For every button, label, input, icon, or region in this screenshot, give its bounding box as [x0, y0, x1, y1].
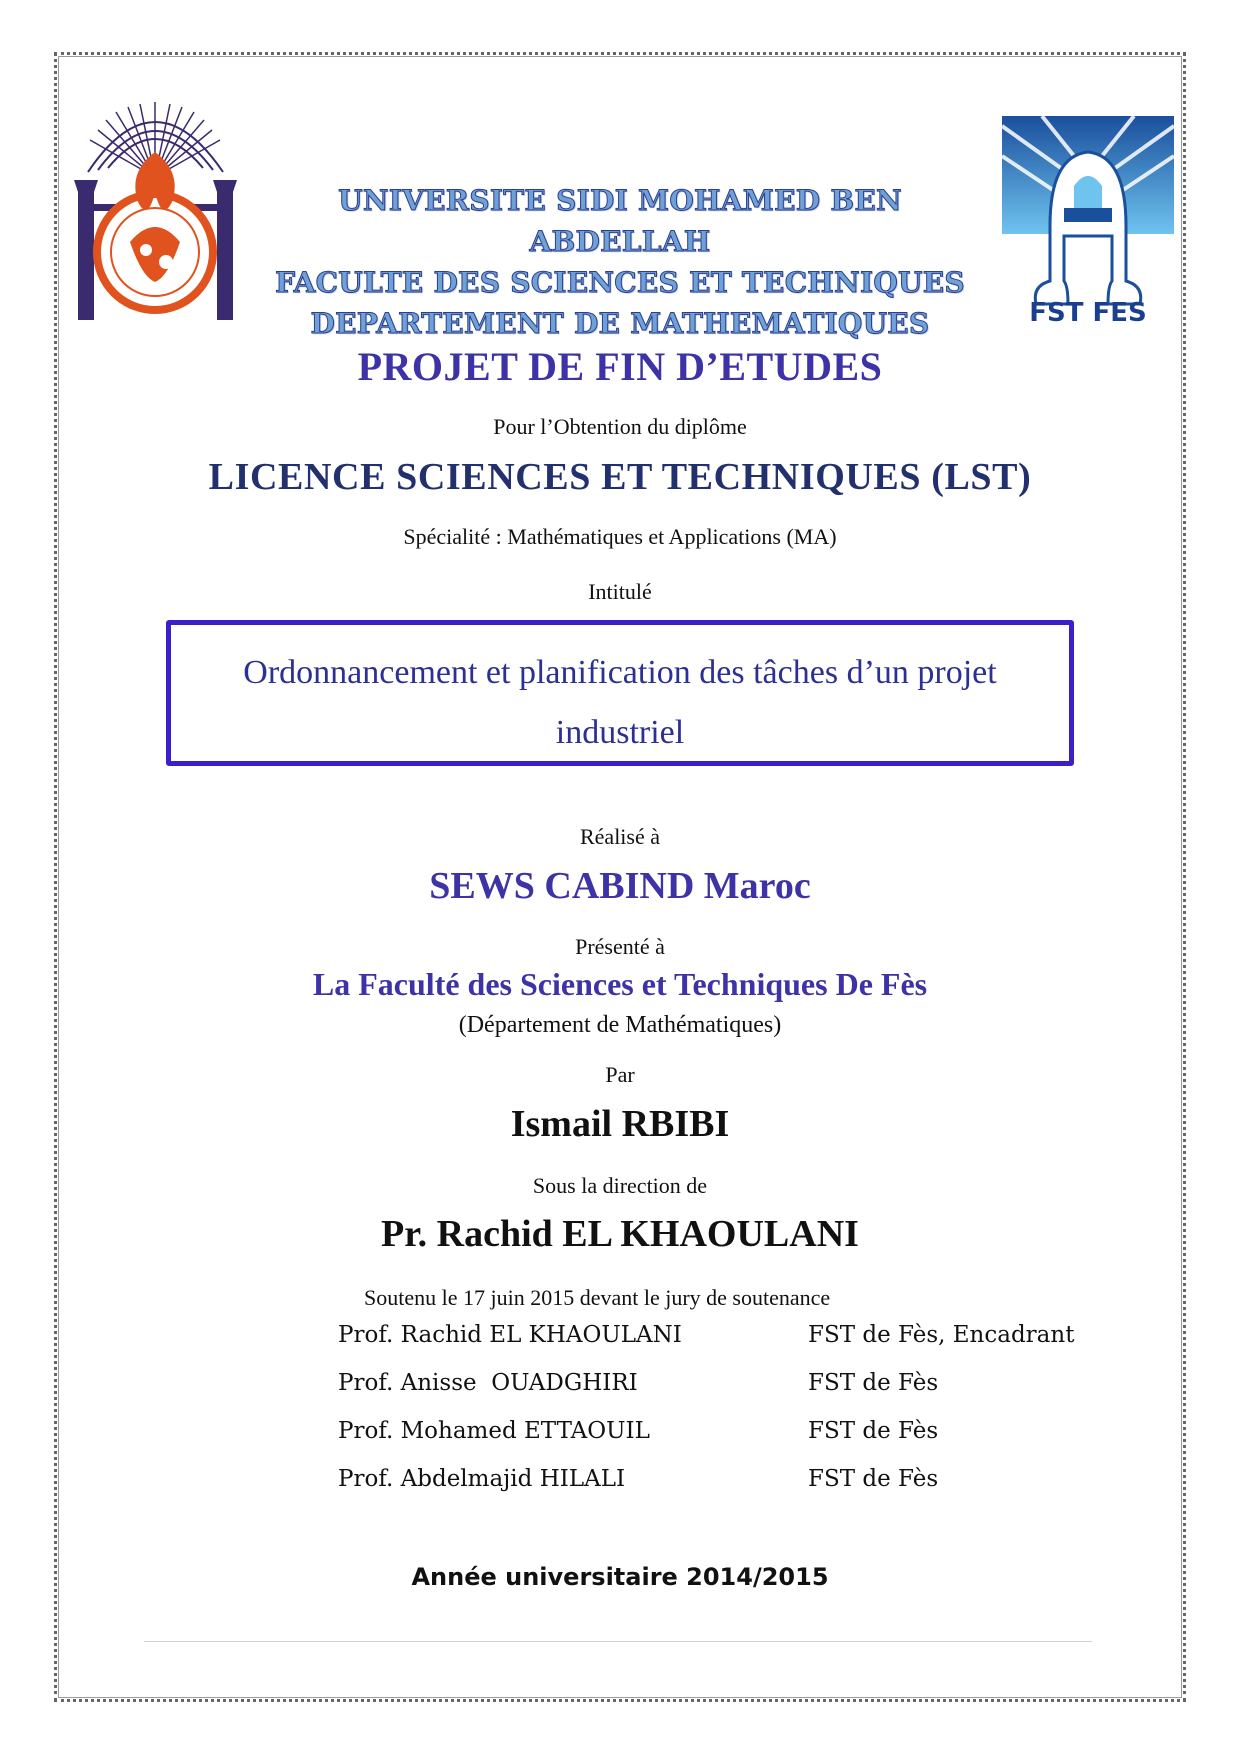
- speciality-text: Spécialité : Mathématiques et Applications (MA): [403, 524, 837, 549]
- university-seal-icon: [68, 92, 243, 324]
- department-full-name: (Département de Mathématiques): [458, 1012, 782, 1038]
- presente-label: Présenté à: [575, 934, 665, 959]
- jury-member-role: FST de Fès: [808, 1466, 939, 1492]
- jury-row: [338, 1322, 1098, 1370]
- jury-intro: Soutenu le 17 juin 2015 devant le jury de soutenance: [364, 1285, 831, 1310]
- realise-label: Réalisé à: [579, 824, 661, 849]
- department-name: DEPARTEMENT DE MATHEMATIQUES: [310, 307, 930, 340]
- par-label: Par: [605, 1062, 635, 1087]
- intitule-label: Intitulé: [588, 579, 652, 604]
- fst-fes-logo-text: FST FES: [1029, 298, 1147, 326]
- author-name: Ismail RBIBI: [510, 1103, 730, 1145]
- jury-member-role: FST de Fès: [808, 1370, 939, 1396]
- jury-member-name: Prof. Rachid EL KHAOULANI: [338, 1322, 682, 1348]
- document-title: PROJET DE FIN D’ETUDES: [357, 344, 883, 389]
- footer-divider: [144, 1641, 1092, 1642]
- jury-member-role: FST de Fès, Encadrant: [808, 1322, 1075, 1348]
- jury-member-name: Prof. Abdelmajid HILALI: [338, 1466, 626, 1492]
- university-name: UNIVERSITE SIDI MOHAMED BEN ABDELLAH: [338, 184, 902, 258]
- topic-line-2: industriel: [555, 714, 685, 751]
- jury-member-role: FST de Fès: [808, 1418, 939, 1444]
- jury-member-name: Prof. Anisse OUADGHIRI: [338, 1370, 638, 1396]
- institution-header: [250, 180, 990, 344]
- company-name: SEWS CABIND Maroc: [429, 865, 811, 907]
- jury-row: [338, 1466, 1098, 1514]
- faculty-full-name: La Faculté des Sciences et Techniques De Fès: [312, 966, 928, 1002]
- diploma-title: LICENCE SCIENCES ET TECHNIQUES (LST): [208, 456, 1032, 498]
- academic-year: Année universitaire 2014/2015: [411, 1563, 829, 1591]
- jury-row: [338, 1418, 1098, 1466]
- topic-box: [166, 620, 1074, 766]
- direction-label: Sous la direction de: [532, 1173, 708, 1198]
- jury-row: [338, 1370, 1098, 1418]
- jury-member-name: Prof. Mohamed ETTAOUIL: [338, 1418, 650, 1444]
- obtention-text: Pour l’Obtention du diplôme: [493, 414, 747, 439]
- faculty-name: FACULTE DES SCIENCES ET TECHNIQUES: [275, 266, 965, 299]
- jury-list: [338, 1322, 1098, 1514]
- fst-fes-logo-icon: [1002, 116, 1174, 326]
- supervisor-name: Pr. Rachid EL KHAOULANI: [381, 1213, 859, 1255]
- topic-line-1: Ordonnancement et planification des tâches d’un projet: [243, 654, 997, 691]
